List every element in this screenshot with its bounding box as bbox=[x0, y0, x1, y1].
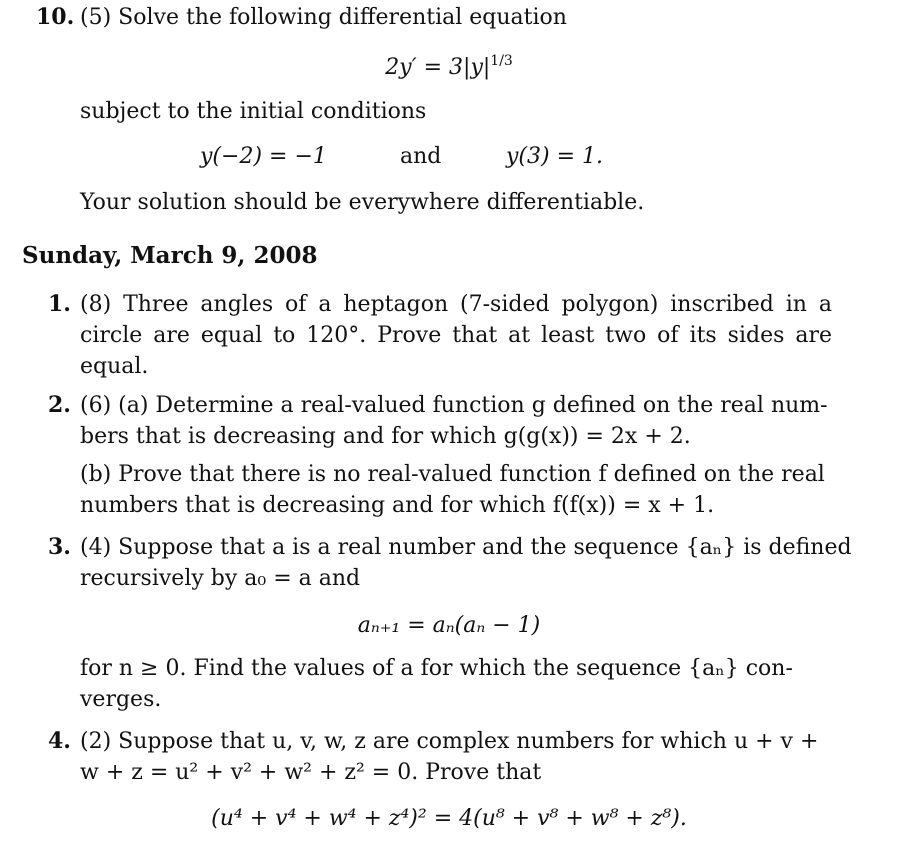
problem-10-subject: subject to the initial conditions bbox=[80, 99, 427, 124]
problem-3-number: 3. bbox=[48, 534, 71, 560]
problem-4-line-1: (2) Suppose that u, v, w, z are complex numbers for which u + v + bbox=[80, 729, 819, 754]
problem-4-line-2: w + z = u² + v² + w² + z² = 0. Prove that bbox=[80, 760, 542, 785]
problem-10-note: Your solution should be everywhere differentiable. bbox=[80, 190, 645, 215]
problem-3-recurrence: aₙ₊₁ = aₙ(aₙ − 1) bbox=[357, 613, 541, 638]
problem-4-number: 4. bbox=[48, 728, 71, 754]
problem-2b-line-1: (b) Prove that there is no real-valued function f defined on the real bbox=[80, 462, 825, 487]
problem-3-line-4: verges. bbox=[80, 687, 162, 712]
problem-2a-line-1: (6) (a) Determine a real-valued function g defined on the real num- bbox=[80, 393, 828, 418]
problem-10-statement: (5) Solve the following differential equation bbox=[80, 5, 567, 30]
problem-2-number: 2. bbox=[48, 392, 71, 418]
initial-condition-1: y(−2) = −1 bbox=[200, 144, 327, 169]
initial-condition-and: and bbox=[400, 144, 442, 169]
problem-3-line-2: recursively by a₀ = a and bbox=[80, 566, 361, 591]
problem-1-number: 1. bbox=[48, 291, 71, 317]
problem-3-line-3: for n ≥ 0. Find the values of a for which the sequence {aₙ} con- bbox=[80, 656, 793, 681]
problem-10-number: 10. bbox=[36, 4, 75, 30]
equation-exponent: 1/3 bbox=[490, 53, 513, 69]
problem-4-identity: (u⁴ + v⁴ + w⁴ + z⁴)² = 4(u⁸ + v⁸ + w⁸ + z⁸). bbox=[211, 806, 687, 831]
problem-10-equation bbox=[0, 52, 898, 83]
problem-3-line-1: (4) Suppose that a is a real number and the sequence {aₙ} is defined bbox=[80, 535, 852, 560]
problem-2a-line-2: bers that is decreasing and for which g(g(x)) = 2x + 2. bbox=[80, 424, 691, 449]
section-title: Sunday, March 9, 2008 bbox=[22, 242, 318, 269]
problem-1-statement: (8) Three angles of a heptagon (7-sided polygon) inscribed in a circle are equal to 120°. Prove that at least two of its sides are equal. bbox=[80, 292, 832, 379]
initial-condition-2: y(3) = 1. bbox=[506, 144, 604, 169]
equation-lhs: 2y′ = 3|y| bbox=[385, 55, 491, 80]
problem-2b-line-2: numbers that is decreasing and for which f(f(x)) = x + 1. bbox=[80, 493, 715, 518]
